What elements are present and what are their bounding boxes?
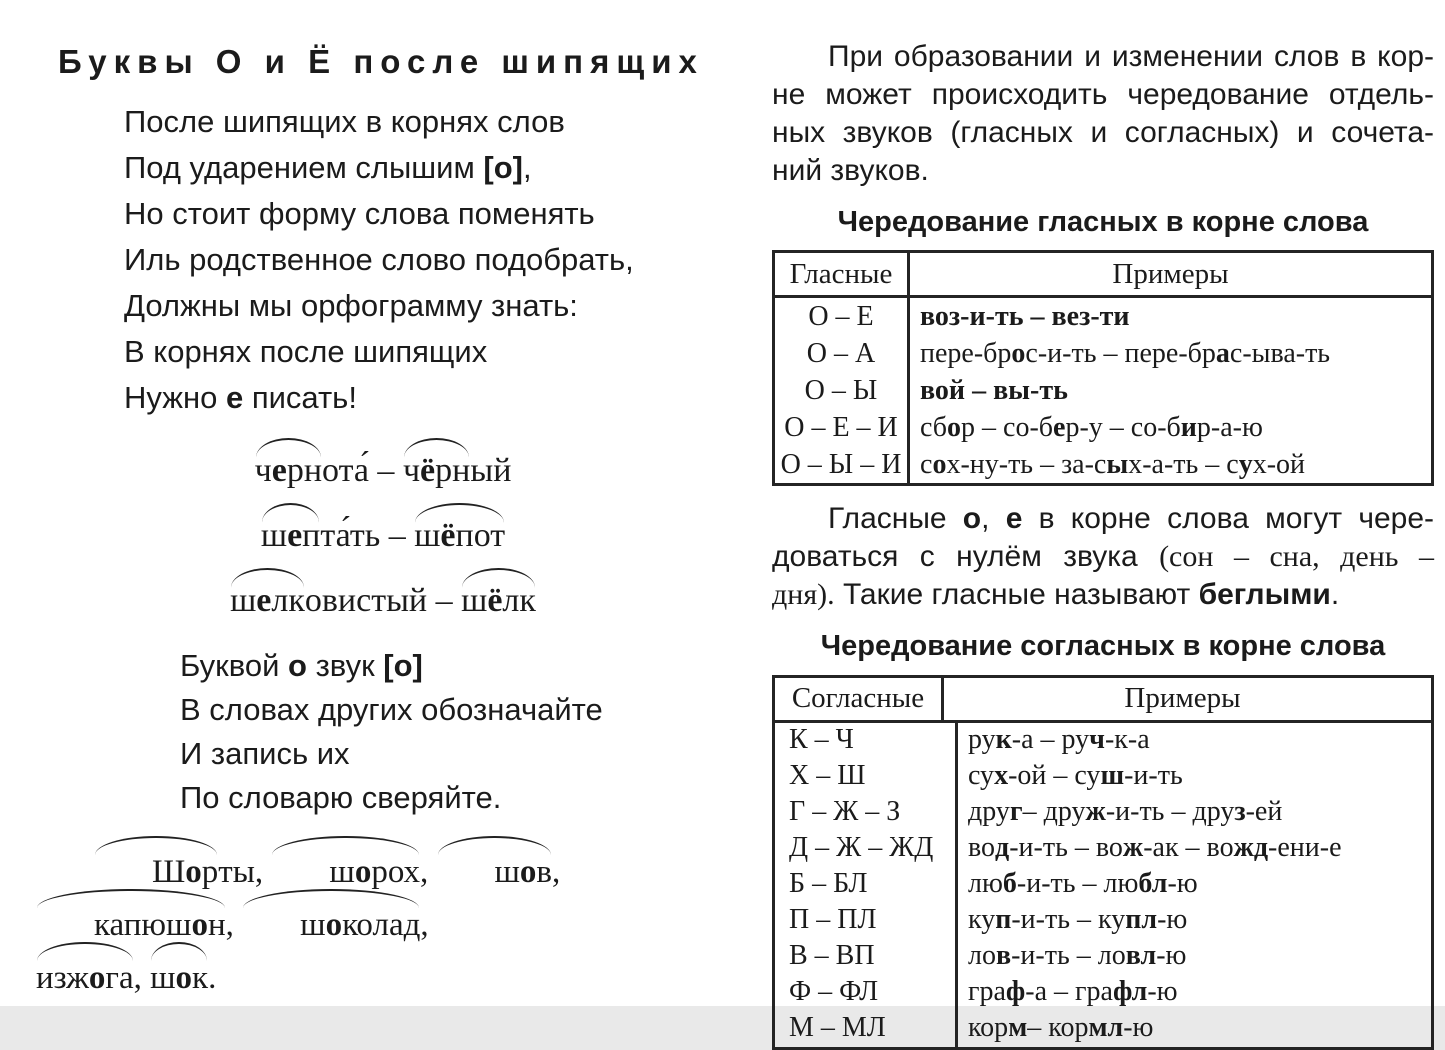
text-line: Но стоит форму слова поменять <box>124 195 595 231</box>
text-line: ных звуков (гласных и согласных) и сочета- <box>772 116 1434 149</box>
dictionary-word-list <box>36 846 718 1005</box>
table-row <box>775 759 1431 795</box>
word-pair-line <box>148 579 618 623</box>
alternation-label-cell: М – МЛ <box>775 1011 958 1047</box>
examples-cell: ру к -а – ру ч -к-а <box>968 724 1150 756</box>
table-row <box>775 335 1431 372</box>
right-column <box>772 38 1434 1050</box>
table-row <box>775 372 1431 409</box>
table-header-row <box>775 678 1431 723</box>
column-header: Согласные <box>775 678 944 720</box>
root-arc: шоколад <box>242 899 420 952</box>
text-line: По словарю сверяйте. <box>180 779 502 815</box>
table-header-row <box>775 253 1431 298</box>
root-arc: капюшон <box>36 899 226 952</box>
alternation-label-cell: В – ВП <box>775 939 958 975</box>
examples-cell: во д -и-ть – во ж -ак – во жд -ени-е <box>968 832 1342 864</box>
alternation-label-cell: Г – Ж – З <box>775 795 958 831</box>
root-arc: шок <box>150 952 208 1005</box>
examples-cell: ло в -и-ть – ло вл -ю <box>968 940 1187 972</box>
table-row <box>775 298 1431 335</box>
fluent-vowels-paragraph <box>772 500 1434 614</box>
alternation-label-cell: О – Е – И <box>775 409 910 446</box>
root-arc: изжога <box>36 952 134 1005</box>
table-row <box>775 939 1431 975</box>
root-word-pairs <box>148 435 618 623</box>
examples-cell: лю б -и-ть – лю бл -ю <box>968 868 1198 900</box>
examples-cell: вой – вы-ть <box>920 374 1068 406</box>
examples-cell: ку п -и-ть – ку пл -ю <box>968 904 1188 936</box>
examples-cell: кор м – кор мл -ю <box>968 1012 1154 1044</box>
column-header: Примеры <box>1112 257 1229 290</box>
root-arc: чёрн <box>403 449 470 493</box>
text-line: дня). Такие гласные называют беглыми. <box>772 578 1340 612</box>
text-span: ота́ – <box>322 451 403 489</box>
root-arc: Шор <box>94 846 218 899</box>
word-pair-line <box>148 514 618 558</box>
table-row <box>775 723 1431 759</box>
alternation-label-cell: О – Ы – И <box>775 446 910 483</box>
text-line: Иль родственное слово подобрать, <box>124 241 634 277</box>
alternation-label-cell: Х – Ш <box>775 759 958 795</box>
alternation-label-cell: О – А <box>775 335 910 372</box>
table-row <box>775 867 1431 903</box>
text-line: В словах других обозначайте <box>180 691 603 727</box>
poem-o-e-after-sibilants <box>124 99 718 421</box>
table-row <box>775 903 1431 939</box>
vowel-alternation-table <box>772 250 1434 486</box>
text-span: та́ть – <box>320 516 415 554</box>
text-line: И запись их <box>180 735 350 771</box>
table-row <box>775 795 1431 831</box>
alternation-label-cell: К – Ч <box>775 723 958 759</box>
alternation-label-cell: О – Ы <box>775 372 910 409</box>
text-line: Нужно е писать! <box>124 379 357 415</box>
word-list-line <box>36 952 718 1005</box>
table-row <box>775 831 1431 867</box>
text-line: При образовании и изменении слов в кор- <box>828 40 1434 73</box>
text-span: , <box>552 853 561 890</box>
column-header: Гласные <box>775 253 910 295</box>
examples-cell: пере-бр о с-и-ть – пере-бр а с-ыва-ть <box>920 337 1331 369</box>
alternation-label-cell: Д – Ж – ЖД <box>775 831 958 867</box>
examples-cell: воз-и-ть – вез-ти <box>920 300 1130 332</box>
root-arc: шёлк <box>461 579 536 623</box>
poem-letter-o <box>180 644 718 820</box>
consonant-alternation-table <box>772 675 1434 1050</box>
text-line: Гласные о, е в корне слова могут чере- <box>828 502 1434 536</box>
examples-cell: с о х-ну-ть – за-с ы х-а-ть – с у х-ой <box>920 448 1306 480</box>
text-line: Буквой о звук [о] <box>180 647 423 683</box>
alternation-label-cell: Б – БЛ <box>775 867 958 903</box>
text-span: овистый – <box>304 581 462 619</box>
root-arc: шорох <box>271 846 420 899</box>
word-list-line <box>36 846 718 952</box>
alternation-label-cell: О – Е <box>775 298 910 335</box>
text-span: ты, <box>218 853 272 890</box>
examples-cell: дру г – дру ж -и-ть – дру з -ей <box>968 796 1283 828</box>
text-line: ний звуков. <box>772 154 929 187</box>
vowel-alternation-heading: Чередование гласных в корне слова <box>837 206 1369 238</box>
text-span: , <box>420 906 429 943</box>
word-pair-line <box>148 449 618 493</box>
text-span: . <box>208 959 217 996</box>
column-header: Примеры <box>1124 681 1241 714</box>
text-line: После шипящих в корнях слов <box>124 103 565 139</box>
alternation-label-cell: Ф – ФЛ <box>775 975 958 1011</box>
text-line: Должны мы орфограмму знать: <box>124 287 578 323</box>
left-column <box>36 42 718 1005</box>
root-arc: шов <box>437 846 553 899</box>
root-arc: шёпот <box>414 514 505 558</box>
text-line: В корнях после шипящих <box>124 333 488 369</box>
text-span: , <box>133 959 151 996</box>
root-arc: шеп <box>261 514 320 558</box>
text-line: Под ударением слышим [о], <box>124 149 532 185</box>
intro-paragraph <box>772 38 1434 190</box>
text-span: , <box>225 906 243 943</box>
examples-cell: су х -ой – су ш -и-ть <box>968 760 1183 792</box>
consonant-alternation-heading: Чередование согласных в корне слова <box>820 630 1386 663</box>
alternation-label-cell: П – ПЛ <box>775 903 958 939</box>
table-row <box>775 975 1431 1011</box>
text-line: доваться с нулём звука (сон – сна, день – <box>772 540 1434 574</box>
examples-cell: гра ф -а – гра фл -ю <box>968 976 1178 1008</box>
table-row <box>775 409 1431 446</box>
root-arc: черн <box>255 449 322 493</box>
examples-cell: сб о р – со-б е р-у – со-б и р-а-ю <box>920 411 1263 443</box>
text-span: , <box>420 853 437 890</box>
table-row <box>775 446 1431 483</box>
root-arc: шелк <box>230 579 305 623</box>
text-span: ый <box>470 451 512 489</box>
table-row <box>775 1011 1431 1047</box>
page-title: Буквы О и Ё после шипящих <box>58 43 704 80</box>
text-line: не может происходить чередование отдель- <box>772 78 1434 111</box>
